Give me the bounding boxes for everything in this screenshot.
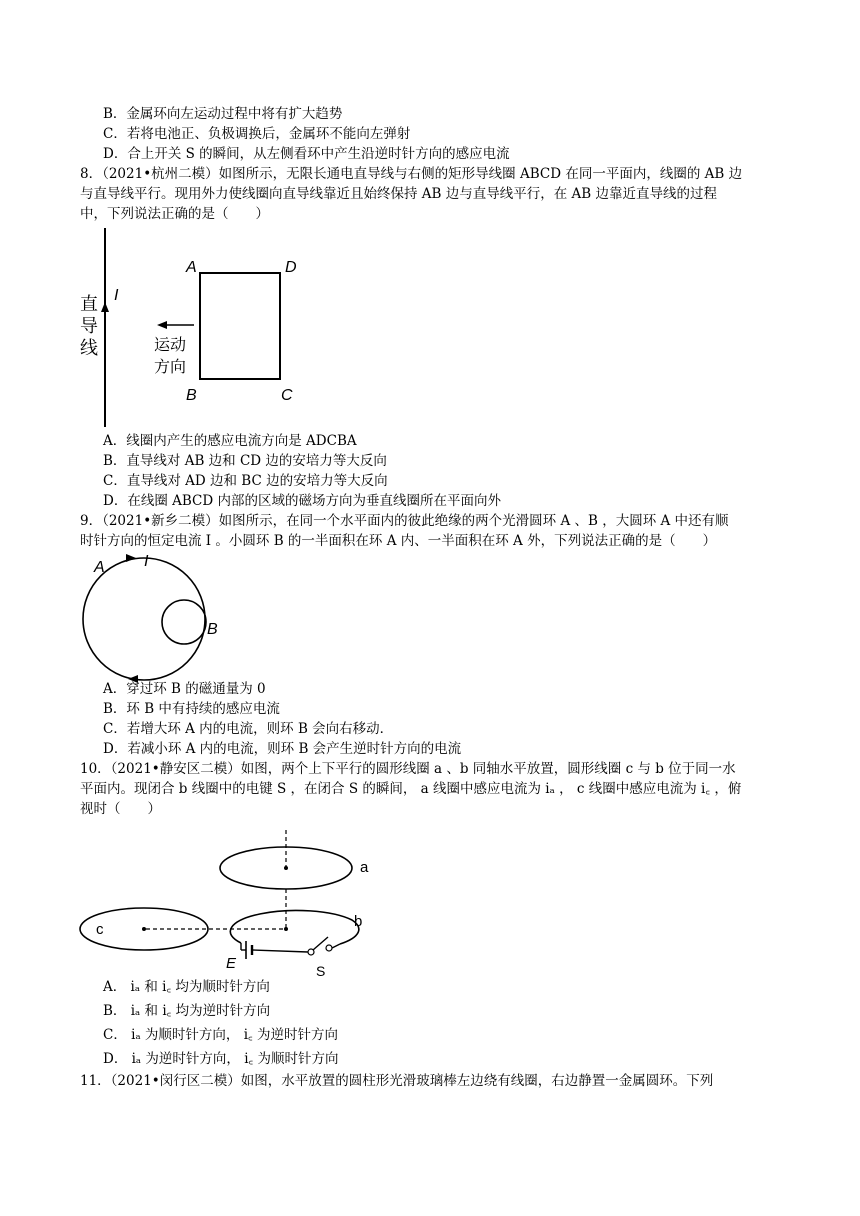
motion-label-2: 方向 — [154, 359, 187, 376]
ring-b — [162, 600, 206, 644]
q10-stem-line-2: 平面内。现闭合 b 线圈中的电键 S ，在闭合 S 的瞬间， a 线圈中感应电流为 iₐ ， c 线圈中感应电流为 i꜀ ，俯 — [80, 781, 742, 797]
q8-option-d: D．在线圈 ABCD 内部的区域的磁场方向为垂直线圈所在平面向外 — [103, 493, 501, 509]
coil-c-label: c — [96, 921, 104, 938]
wire-label-char-1: 直 — [80, 294, 98, 314]
coil-b-label: b — [354, 913, 363, 930]
ring-a-label: A — [94, 559, 105, 576]
wire-right — [332, 944, 340, 948]
wire-label-char-2: 导 — [80, 316, 98, 336]
q10-figure — [76, 820, 369, 979]
ring-a — [83, 558, 205, 680]
q8-stem-line-2: 与直导线平行。现用外力使线圈向直导线靠近且始终保持 AB 边与直导线平行，在 AB 边靠近直导线的过程 — [80, 186, 718, 202]
q10-option-b: B． iₐ 和 i꜀ 均为逆时针方向 — [103, 1003, 271, 1019]
wire-bottom — [252, 950, 308, 952]
corner-c-label: C — [281, 387, 293, 404]
corner-d-label: D — [285, 259, 297, 276]
q9-option-b: B．环 B 中有持续的感应电流 — [103, 701, 280, 717]
q9-figure — [76, 552, 236, 682]
coil-a-center — [284, 866, 288, 870]
q8-option-b: B．直导线对 AB 边和 CD 边的安培力等大反向 — [103, 453, 387, 469]
q7-option-d: D．合上开关 S 的瞬间，从左侧看环中产生沿逆时针方向的感应电流 — [103, 146, 510, 162]
q7-option-c: C．若将电池正、负极调换后，金属环不能向左弹射 — [103, 126, 411, 142]
wire-label-char-3: 线 — [80, 338, 98, 358]
q10-stem-line-1: 10．（2021•静安区二模）如图，两个上下平行的圆形线圈 a 、b 同轴水平放置，圆形线圈 c 与 b 位于同一水 — [80, 761, 736, 777]
coil-rectangle — [200, 273, 280, 379]
q8-stem-line-3: 中，下列说法正确的是（ ） — [80, 206, 269, 222]
q9-stem-line-2: 时针方向的恒定电流 I 。小圆环 B 的一半面积在环 A 内、一半面积在环 A 外，下列说法正确的是（ ） — [80, 533, 717, 549]
switch-contact-right — [326, 945, 332, 951]
q10-option-d: D． iₐ 为逆时针方向， i꜀ 为顺时针方向 — [103, 1051, 339, 1067]
corner-b-label: B — [186, 387, 197, 404]
q9-stem-line-1: 9．（2021•新乡二模）如图所示，在同一个水平面内的彼此绝缘的两个光滑圆环 A 、B ，大圆环 A 中还有顺 — [80, 513, 729, 529]
q9-option-a: A．穿过环 B 的磁通量为 0 — [103, 681, 266, 697]
coil-c-center — [142, 927, 146, 931]
q7-option-b: B．金属环向左运动过程中将有扩大趋势 — [103, 106, 343, 122]
q10-option-c: C． iₐ 为顺时针方向， i꜀ 为逆时针方向 — [103, 1027, 339, 1043]
current-label: I — [144, 553, 149, 570]
motion-label-1: 运动 — [154, 337, 187, 354]
ring-b-label: B — [207, 621, 218, 638]
switch-label: S — [316, 963, 326, 979]
q10-stem-line-3: 视时（ ） — [80, 801, 161, 817]
q8-option-c: C．直导线对 AD 边和 BC 边的安培力等大反向 — [103, 473, 388, 489]
q9-option-c: C．若增大环 A 内的电流，则环 B 会向右移动． — [103, 721, 394, 737]
motion-arrow-icon — [157, 321, 167, 329]
q9-option-d: D．若减小环 A 内的电流，则环 B 会产生逆时针方向的电流 — [103, 741, 462, 757]
current-arrow-icon — [101, 302, 109, 312]
battery-label: E — [226, 955, 237, 972]
coil-b-center — [284, 927, 288, 931]
current-label: I — [114, 287, 119, 304]
coil-b — [230, 910, 359, 944]
q8-option-a: A．线圈内产生的感应电流方向是 ADCBA — [103, 433, 357, 449]
q10-option-a: A． iₐ 和 i꜀ 均为顺时针方向 — [103, 979, 270, 995]
q11-stem-line-1: 11．（2021•闵行区二模）如图，水平放置的圆柱形光滑玻璃棒左边绕有线圈，右边静置一金属圆环。下列 — [80, 1073, 714, 1089]
ring-a-arrow-top-icon — [126, 554, 136, 562]
coil-a-label: a — [360, 859, 369, 876]
q8-stem-line-1: 8．（2021•杭州二模）如图所示，无限长通电直导线与右侧的矩形导线圈 ABCD 在同一平面内，线圈的 AB 边 — [80, 166, 743, 182]
corner-a-label: A — [186, 259, 197, 276]
q8-figure — [70, 222, 330, 432]
